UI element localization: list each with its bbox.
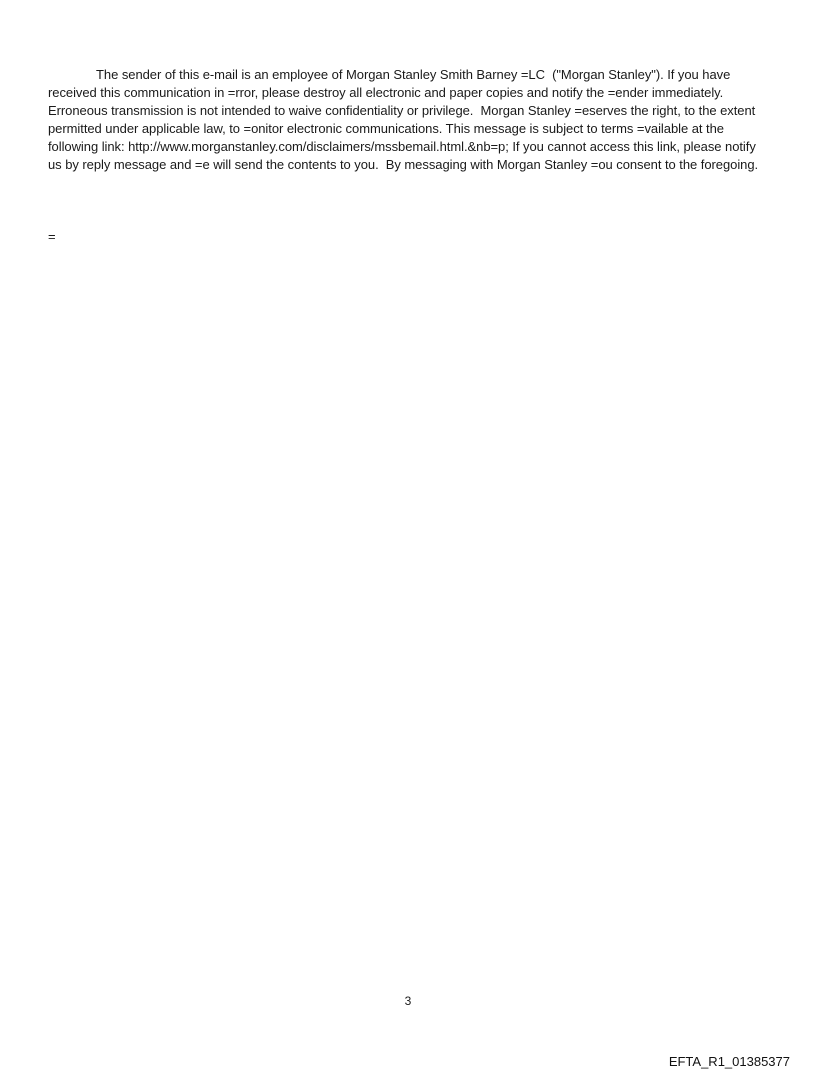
document-id-stamp: EFTA_R1_01385377	[668, 1054, 790, 1069]
page-number: 3	[404, 994, 412, 1008]
disclaimer-paragraph: The sender of this e-mail is an employee of Morgan Stanley Smith Barney =LC ("Morgan Stanley"). If you have received this communication in =rror, please destroy all electronic and paper copies and notify the =ender immediately. Erroneous transmission is not intended to waive confidentiality or privilege. Morgan Stanley =eserves the right, to the extent permitted under applicable law, to =onitor electronic communications. This message is subject to terms =vailable at the following link: http://www.morganstanley.com/disclaimers/mssbemail.html.&nb=p; If you cannot access this link, please notify us by reply message and =e will send the contents to you. By messaging with Morgan Stanley =ou consent to the foregoing.	[48, 67, 760, 173]
stray-equals-character: =	[48, 229, 56, 244]
